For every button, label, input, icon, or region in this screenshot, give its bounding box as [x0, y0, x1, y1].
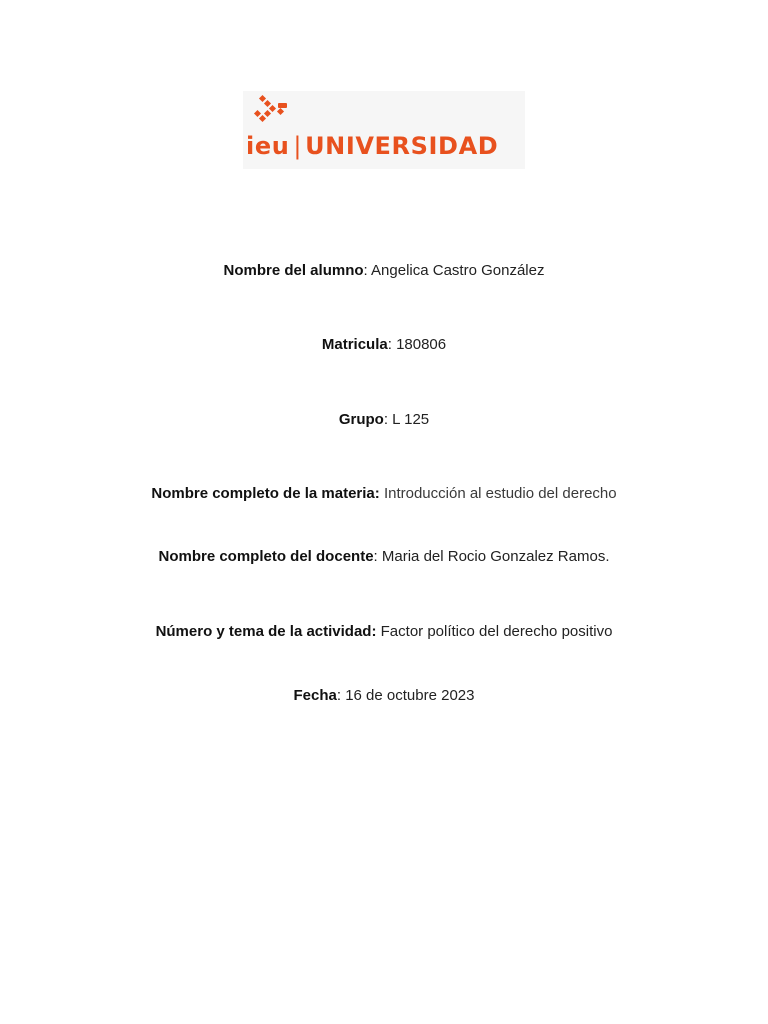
logo-separator: |	[293, 132, 303, 160]
matricula-line	[0, 336, 768, 354]
student-name-value: Angelica Castro González	[371, 262, 545, 279]
university-logo	[243, 91, 525, 169]
student-name-sep: :	[363, 262, 372, 279]
teacher-value: Maria del Rocio Gonzalez Ramos.	[381, 548, 610, 565]
group-label: Grupo	[338, 411, 384, 428]
date-line	[0, 687, 768, 705]
date-sep: :	[336, 687, 346, 704]
matricula-sep: :	[387, 336, 397, 353]
date-label: Fecha	[293, 687, 337, 704]
activity-line	[0, 623, 768, 641]
matricula-value: 180806	[396, 336, 447, 353]
arrow-chevron-icon	[243, 91, 293, 133]
teacher-line	[0, 548, 768, 566]
matricula-label: Matricula	[321, 336, 388, 353]
group-sep: :	[383, 411, 393, 428]
date-value: 16 de octubre 2023	[345, 687, 475, 704]
group-line	[0, 411, 768, 429]
teacher-sep: :	[373, 548, 382, 565]
activity-value: Factor político del derecho positivo	[380, 623, 613, 640]
logo-wordmark	[246, 134, 498, 158]
student-name-line	[0, 262, 768, 280]
teacher-label: Nombre completo del docente	[158, 548, 374, 565]
subject-label: Nombre completo de la materia:	[151, 485, 380, 502]
group-value: L 125	[392, 411, 430, 428]
subject-value: Introducción al estudio del derecho	[383, 485, 617, 502]
activity-label: Número y tema de la actividad:	[155, 623, 377, 640]
logo-prefix: ieu	[246, 132, 290, 160]
student-name-label: Nombre del alumno	[223, 262, 364, 279]
logo-name: UNIVERSIDAD	[305, 132, 499, 160]
subject-line	[0, 485, 768, 503]
